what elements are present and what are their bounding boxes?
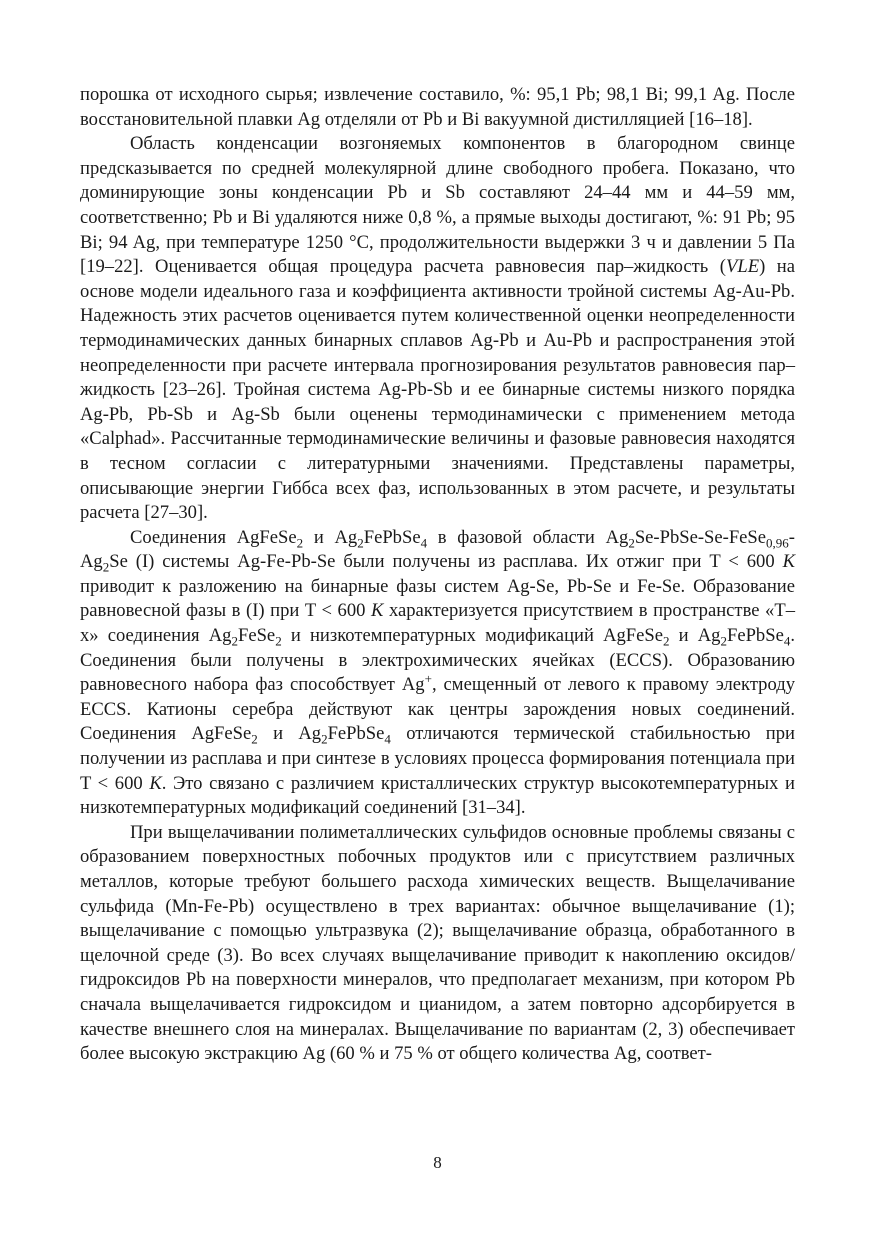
text-run: 0,96 bbox=[766, 535, 789, 551]
text-run: FePbSe bbox=[363, 526, 421, 548]
text-run: + bbox=[424, 671, 432, 687]
text-run: 4 bbox=[384, 732, 391, 748]
text-run: 2 bbox=[720, 633, 727, 649]
text-run: FePbSe bbox=[327, 723, 385, 745]
paragraph bbox=[80, 526, 795, 821]
text-run: 2 bbox=[102, 560, 110, 575]
text-run: При выщелачивании полиметаллических сульфидов основные проблемы связаны с образованием поверхностных побочных продуктов или с присутствием различных металлов, которые требуют большего расхода химических веществ. Выщелачивание сульфида (Mn-Fe-Pb) осуществлено в трех вариантах: обычное выщелачивание (1); выщелачивание с помощью ультразвука (2); выщелачивание образца, обработанного в щелочной среде (3). Во всех случаях выщелачивание приводит к накоплению оксидов/гидроксидов Pb на поверхности минералов, что предполагает механизм, при котором Pb сначала выщелачивается гидроксидом и цианидом, а затем повторно адсорбируется в качестве внешнего слоя на минералах. Выщелачивание по вариантам (2, 3) обеспечивает более высокую экстракцию Ag (60 % и 75 % от общего количества Ag, соответ- bbox=[80, 821, 795, 1065]
text-run: 2 bbox=[296, 535, 304, 551]
text-run: и Ag bbox=[669, 625, 721, 647]
body-text bbox=[80, 83, 795, 1067]
text-run: 2 bbox=[357, 535, 364, 551]
text-run: отличаются термической стабильностью при получении из расплава и при синтезе в условиях процесса формирования потенциала при T < 600 bbox=[80, 723, 795, 794]
text-run: Se (I) системы Ag-Fe-Pb-Se были получены из расплава. Их отжиг при T < 600 bbox=[109, 551, 783, 573]
text-run: 2 bbox=[251, 732, 258, 748]
text-run: Область конденсации возгоняемых компонентов в благородном свинце предсказывается по средней молекулярной длине свободного пробега. Показано, что доминирующие зоны конденсации Pb и Sb составляют 24–44 мм и 44–59 мм, соответственно; Pb и Bi удаляются ниже 0,8 %, а прямые выходы достигают, %: 91 Pb; 95 Bi; 94 Ag, при температуре 1250 °C, продолжительности выдержки 3 ч и давлении 5 Па [19–22]. Оценивается общая процедура расчета равновесия пар–жидкость ( bbox=[80, 133, 795, 278]
text-run: приводит к разложению на бинарные фазы систем Ag-Se, Pb-Se и Fe-Se. Образование равновесной фазы в (I) при T < 600 bbox=[80, 575, 795, 622]
text-run: FeSe bbox=[238, 625, 276, 647]
text-run: и Ag bbox=[303, 526, 358, 548]
text-run: и Ag bbox=[257, 723, 322, 745]
text-run: в фазовой области Ag bbox=[427, 526, 629, 548]
text-run: , смещенный от левого к правому электроду ECCS. Катионы серебра действуют как центры зарождения новых соединений. Соединения AgFeSe bbox=[80, 674, 795, 745]
text-run: K bbox=[782, 551, 795, 573]
text-run: 2 bbox=[275, 633, 282, 649]
page-number: 8 bbox=[433, 1153, 442, 1172]
text-run: K bbox=[149, 772, 162, 794]
paragraph bbox=[80, 83, 795, 132]
text-run: 2 bbox=[628, 535, 635, 551]
text-run: 4 bbox=[783, 633, 791, 649]
paragraph bbox=[80, 821, 795, 1067]
text-run: Se-PbSe-Se-FeSe bbox=[634, 526, 767, 548]
text-run: -Ag bbox=[80, 526, 795, 573]
text-run: 2 bbox=[662, 633, 670, 649]
text-run: 4 bbox=[420, 535, 428, 551]
text-run: K bbox=[370, 600, 384, 622]
text-run: FePbSe bbox=[727, 625, 784, 647]
text-run: характеризуется присутствием в пространстве «T–x» соединения Ag bbox=[80, 600, 795, 647]
text-run: Соединения AgFeSe bbox=[130, 526, 297, 548]
text-run: порошка от исходного сырья; извлечение составило, %: 95,1 Pb; 98,1 Bi; 99,1 Ag. После восстановительной плавки Ag отделяли от Pb и Bi вакуумной дистилляцией [16–18]. bbox=[80, 84, 795, 130]
text-run: 2 bbox=[321, 732, 328, 748]
text-run: ) на основе модели идеального газа и коэффициента активности тройной системы Ag-Au-Pb. Надежность этих расчетов оценивается путем количественной оценки неопределенности термодинамических данных бинарных сплавов Ag-Pb и Au-Pb и распространения этой неопределенности при расчете интервала прогнозирования результатов равновесия пар–жидкость [23–26]. Тройная система Ag-Pb-Sb и ее бинарные системы низкого порядка Ag-Pb, Pb-Sb и Ag-Sb были оценены термодинамически с применением метода «Calphad». Рассчитанные термодинамические величины и фазовые равновесия находятся в тесном согласии с литературными значениями. Представлены параметры, описывающие энергии Гиббса всех фаз, использованных в этом расчете, и результаты расчета [27–30]. bbox=[80, 256, 795, 524]
text-run: VLE bbox=[726, 256, 760, 278]
text-run: 2 bbox=[231, 633, 238, 649]
text-run: . Соединения были получены в электрохимических ячейках (ECCS). Образованию равновесного набора фаз способствует Ag bbox=[80, 625, 795, 696]
text-run: . Это связано с различием кристаллических структур высокотемпературных и низкотемпературных модификаций соединений [31–34]. bbox=[80, 772, 795, 819]
text-run: и низкотемпературных модификаций AgFeSe bbox=[281, 625, 663, 647]
paragraph bbox=[80, 132, 795, 526]
